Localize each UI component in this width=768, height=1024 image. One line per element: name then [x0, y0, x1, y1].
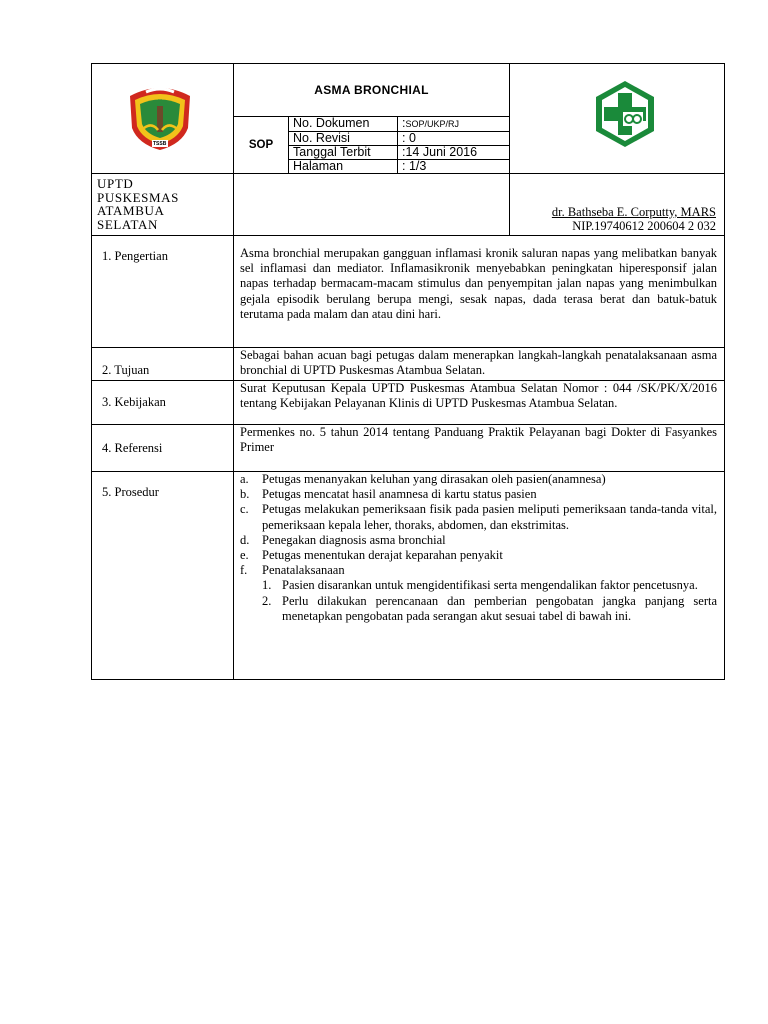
meta-row-revision: No. Revisi : 0	[289, 132, 509, 146]
blank-cell	[234, 174, 510, 236]
list-item: a. Petugas menanyakan keluhan yang dirasakan oleh pasien(anamnesa)	[240, 472, 606, 486]
section-label: 2. Tujuan	[92, 348, 234, 381]
list-item: e. Petugas menentukan derajat keparahan penyakit	[240, 548, 503, 563]
section-text: Surat Keputusan Kepala UPTD Puskesmas Atambua Selatan Nomor : 044 /SK/PK/X/2016 tentang Kebijakan Pelayanan Klinis di UPTD Puskesmas Atambua Selatan.	[234, 381, 725, 425]
list-item: 2. Perlu dilakukan perencanaan dan pemberian pengobatan jangka panjang serta menetapkan pengobatan pada serangan akut sesuai tabel di bawah ini.	[262, 593, 717, 623]
document-title-cell	[234, 64, 510, 117]
meta-row-document-number: No. Dokumen :SOP/UKP/RJ	[289, 117, 509, 132]
org-line: UPTD	[97, 176, 134, 191]
list-item: b. Petugas mencatat hasil anamnesa di kartu status pasien	[240, 487, 537, 502]
sop-table	[91, 63, 725, 680]
org-line: ATAMBUA	[97, 203, 165, 218]
sop-label: SOP	[248, 139, 274, 151]
section-tujuan	[92, 348, 725, 381]
section-label: 5. Prosedur	[92, 472, 234, 680]
section-text: Permenkes no. 5 tahun 2014 tentang Panduang Praktik Pelayanan bagi Dokter di Fasyankes Primer	[234, 425, 725, 472]
signer-nip: NIP.19740612 200604 2 032	[572, 219, 716, 233]
treatment-sublist	[240, 578, 717, 624]
signature-cell	[510, 174, 725, 236]
org-line: SELATAN	[97, 216, 158, 232]
procedure-list-cell	[234, 472, 725, 680]
left-logo-cell	[92, 64, 234, 174]
section-label: 3. Kebijakan	[92, 381, 234, 425]
section-text: Sebagai bahan acuan bagi petugas dalam menerapkan langkah-langkah penatalaksanaan asma bronchial di UPTD Puskesmas Atambua Selatan.	[234, 348, 725, 381]
right-logo-cell	[510, 64, 725, 174]
list-item: c. Petugas melakukan pemeriksaan fisik pada pasien meliputi pemeriksaan tanda-tanda vital, pemeriksaan kepala leher, thoraks, abdomen, dan ekstrimitas.	[240, 502, 717, 532]
list-item: d. Penegakan diagnosis asma bronchial	[240, 532, 446, 547]
section-label: 4. Referensi	[92, 425, 234, 472]
section-label: 1. Pengertian	[92, 236, 234, 348]
crest-text: TSSB	[153, 141, 167, 147]
document-meta-table	[289, 117, 509, 173]
document-title: ASMA BRONCHIAL	[314, 83, 429, 97]
org-line: PUSKESMAS	[97, 189, 179, 205]
section-prosedur	[92, 472, 725, 680]
organization-cell	[92, 174, 234, 236]
list-item: 1. Pasien disarankan untuk mengidentifikasi serta mengendalikan faktor pencetusnya.	[262, 578, 698, 593]
meta-row-page: Halaman : 1/3	[289, 160, 509, 174]
section-text: Asma bronchial merupakan gangguan inflamasi kronik saluran napas yang melibatkan banyak sel inflamasi dan mediator. Inflamasikronik menyebabkan peningkatan hiperesponsif jalan napas terhadap bermacam-macam stimulus dan penyempitan jalan napas yang menimbulkan gejala episodik berulang berupa mengi, sesak napas, dada terasa berat dan batuk-batuk terutama pada malam dan atau dini hari.	[234, 236, 725, 348]
document-meta-cell	[234, 117, 510, 174]
list-item: f. Penatalaksanaan	[240, 563, 345, 578]
section-pengertian	[92, 236, 725, 348]
sop-label-cell	[234, 117, 289, 173]
puskesmas-cross-icon	[590, 79, 660, 149]
section-kebijakan	[92, 381, 725, 425]
signer-name: dr. Bathseba E. Corputty, MARS	[551, 205, 716, 219]
sop-document	[91, 63, 724, 680]
meta-row-issue-date: Tanggal Terbit :14 Juni 2016	[289, 146, 509, 160]
procedure-list	[240, 472, 717, 578]
section-referensi	[92, 425, 725, 472]
